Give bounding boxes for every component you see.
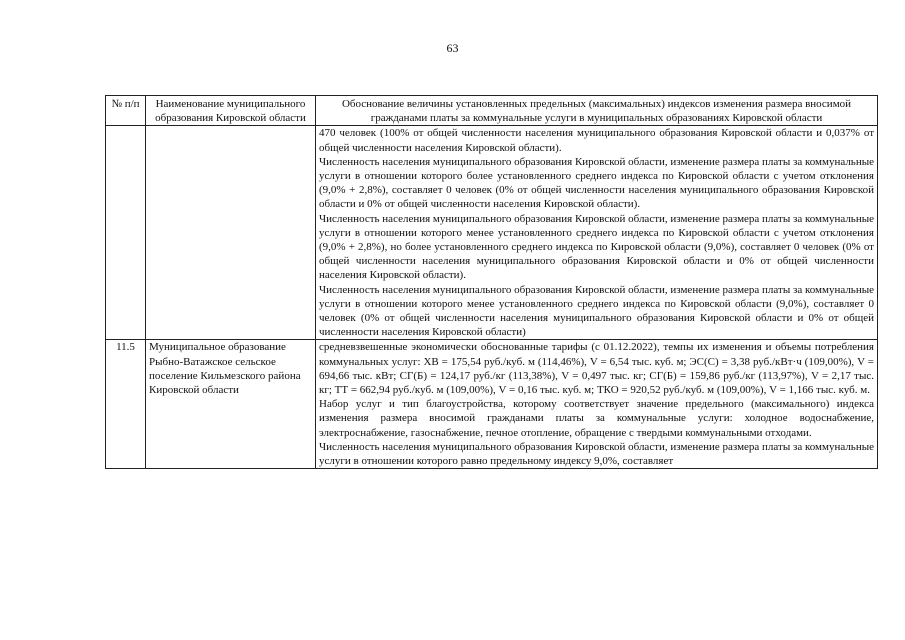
- paragraph: Численность населения муниципального образования Кировской области, изменение размера платы за коммунальные услуги в отношении которого равно предельному индексу 9,0%, составляет: [319, 440, 874, 468]
- municipality-name: [146, 126, 316, 340]
- table-row-continued: [106, 126, 878, 340]
- paragraph: Численность населения муниципального образования Кировской области, изменение размера платы за коммунальные услуги в отношении которого менее установленного среднего индекса по Кировской области (9,0%), составляет 0 человек (0% от общей численности населения муниципального образования Кировской области и 0% от общей численности населения Кировской области): [319, 283, 874, 339]
- paragraph: Численность населения муниципального образования Кировской области, изменение размера платы за коммунальные услуги в отношении которого более установленного среднего индекса по Кировской области с учетом отклонения (9,0% + 2,8%), составляет 0 человек (0% от общей численности населения муниципального образования Кировской области и 0% от общей численности населения Кировской области).: [319, 155, 874, 211]
- tariff-index-table: [105, 95, 878, 469]
- header-number: № п/п: [106, 96, 146, 126]
- paragraph: Набор услуг и тип благоустройства, которому соответствует значение предельного (максимального) индекса изменения размера вносимой гражданами платы за коммунальные услуги: холодное водоснабжение, электроснабжение, газоснабжение, печное отопление, обращение с твердыми коммунальными отходами.: [319, 398, 874, 439]
- page-number: 63: [446, 41, 459, 55]
- header-justification: Обоснование величины установленных предельных (максимальных) индексов изменения размера вносимой гражданами платы за коммунальные услуги в муниципальных образованиях Кировской области: [316, 96, 878, 126]
- paragraph: Численность населения муниципального образования Кировской области, изменение размера платы за коммунальные услуги в отношении которого менее установленного среднего индекса по Кировской области с учетом отклонения (9,0% + 2,8%), но более установленного среднего индекса по Кировской области (9,0%), составляет 0 человек (0% от общей численности населения муниципального образования Кировской области и 0% от общей численности населения Кировской области).: [319, 212, 874, 282]
- header-municipality-name: Наименование муниципального образования Кировской области: [146, 96, 316, 126]
- justification-cell: [316, 126, 878, 340]
- row-number: 11.5: [106, 340, 146, 469]
- table-row-11-5: [106, 340, 878, 469]
- justification-cell: [316, 340, 878, 469]
- paragraph: средневзвешенные экономически обоснованные тарифы (с 01.12.2022), темпы их изменения и объемы потребления коммунальных услуг: ХВ = 175,54 руб./куб. м (114,46%), V = 6,54 тыс. куб. м; ЭС(С) = 3,38 руб./кВт·ч (109,00%), V = 694,66 тыс. кВт; СГ(Б) = 124,17 руб./кг (113,38%), V = 0,497 тыс. кг; СГ(Б) = 159,86 руб./кг (113,97%), V = 2,17 тыс. кг; ТТ = 662,94 руб./куб. м (109,00%), V = 0,16 тыс. куб. м; ТКО = 920,52 руб./куб. м (109,00%), V = 1,166 тыс. куб. м.: [319, 341, 874, 397]
- municipality-name: Муниципальное образование Рыбно-Ватажское сельское поселение Кильмезского района Кировской области: [146, 340, 316, 469]
- table-header-row: [106, 96, 878, 126]
- paragraph: 470 человек (100% от общей численности населения муниципального образования Кировской области и 0,037% от общей численности населения Кировской области).: [319, 127, 874, 154]
- row-number: [106, 126, 146, 340]
